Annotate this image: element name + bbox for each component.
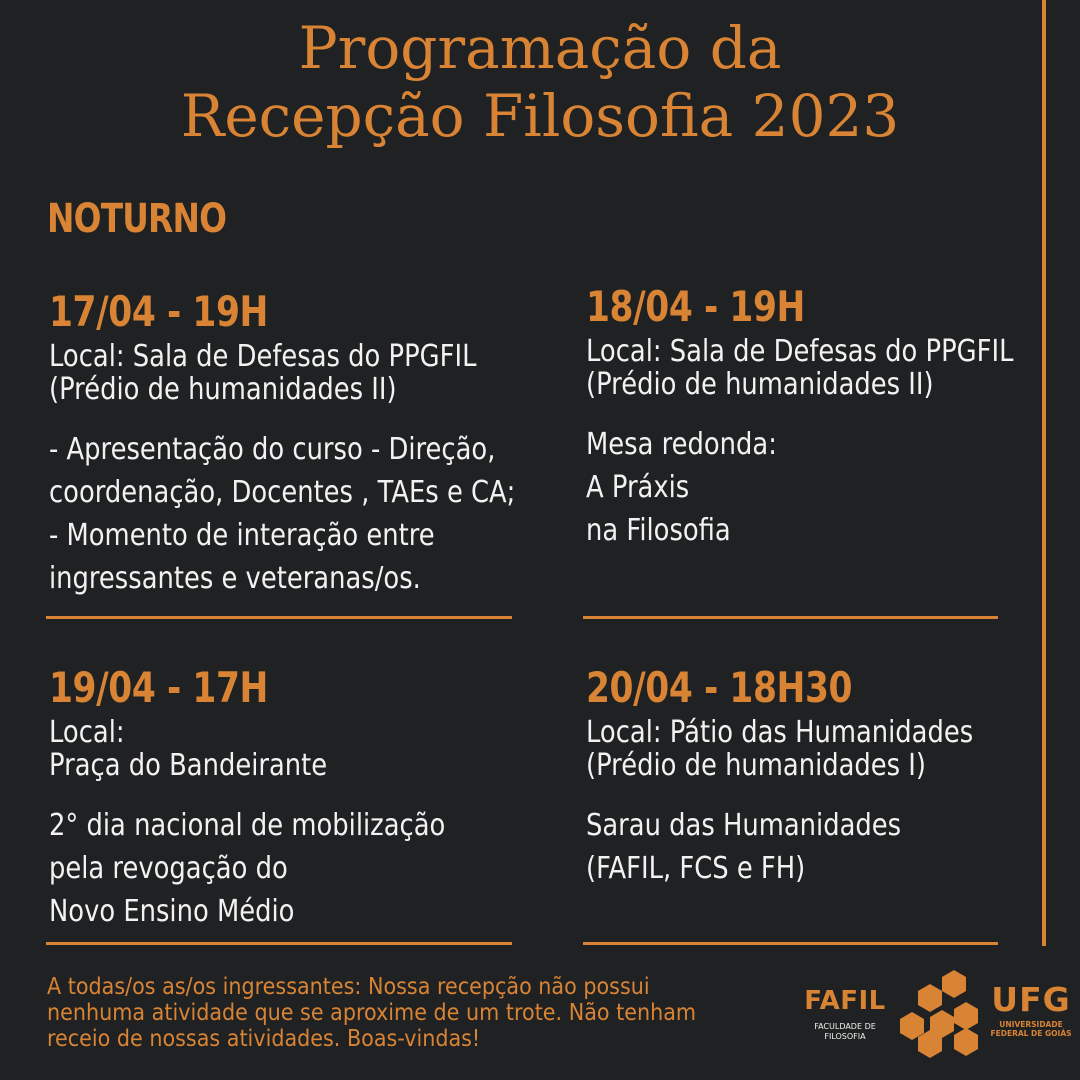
footer-line: A todas/os as/os ingressantes: Nossa recepção não possui <box>47 974 650 1000</box>
fafil-logo-subtitle <box>802 1022 888 1042</box>
ufg-sub-line: FEDERAL DE GOIÁS <box>990 1029 1072 1038</box>
event-block-2 <box>586 283 1056 552</box>
divider-line <box>583 616 998 619</box>
description-line: ingressantes e veteranas/os. <box>49 561 421 596</box>
description-line: pela revogação do <box>49 851 288 886</box>
event-date: 17/04 - 19H <box>49 287 268 336</box>
title-line-1: Programação da <box>298 14 782 82</box>
footer-line: receio de nossas atividades. Boas-vindas! <box>47 1026 481 1052</box>
fafil-sub-line: FILOSOFIA <box>824 1032 866 1041</box>
description-line: - Momento de interação entre <box>49 518 435 553</box>
fafil-sub-line: FACULDADE DE <box>814 1022 876 1031</box>
fafil-logo-name: FAFIL <box>804 986 886 1016</box>
location-line: (Prédio de humanidades II) <box>586 367 934 402</box>
event-description <box>586 804 990 890</box>
event-block-1 <box>49 288 519 600</box>
period-heading: NOTURNO <box>47 196 227 242</box>
divider-line <box>46 942 512 945</box>
description-line: 2° dia nacional de mobilização <box>49 808 446 843</box>
ufg-logo-name: UFG <box>991 980 1071 1019</box>
page-title <box>0 14 1080 150</box>
event-location <box>49 339 477 407</box>
event-date: 19/04 - 17H <box>49 663 268 712</box>
location-line: Local: Sala de Defesas do PPGFIL <box>49 339 477 374</box>
description-line: Novo Ensino Médio <box>49 894 295 929</box>
location-line: Praça do Bandeirante <box>49 748 328 783</box>
description-line: A Práxis <box>586 470 690 505</box>
event-description <box>49 428 516 600</box>
event-description <box>586 423 990 552</box>
description-line: Sarau das Humanidades <box>586 808 902 843</box>
event-location <box>586 334 1014 402</box>
event-location <box>586 716 990 782</box>
description-line: - Apresentação do curso - Direção, <box>49 432 496 467</box>
ufg-logo-subtitle <box>986 1020 1076 1038</box>
fafil-logo <box>802 986 888 1042</box>
ufg-sub-line: UNIVERSIDADE <box>999 1020 1063 1029</box>
event-date: 20/04 - 18H30 <box>586 663 853 712</box>
event-block-3 <box>49 664 519 933</box>
footer-note <box>47 974 696 1052</box>
description-line: na Filosofia <box>586 513 731 548</box>
location-line: Local: <box>49 715 125 750</box>
description-line: coordenação, Docentes , TAEs e CA; <box>49 475 516 510</box>
location-line: Local: Pátio das Humanidades <box>586 715 974 750</box>
event-location <box>49 716 453 782</box>
event-block-4 <box>586 664 1056 890</box>
event-date: 18/04 - 19H <box>586 282 805 331</box>
location-line: (Prédio de humanidades I) <box>586 748 926 783</box>
location-line: (Prédio de humanidades II) <box>49 372 397 407</box>
description-line: Mesa redonda: <box>586 427 777 462</box>
divider-line <box>46 616 512 619</box>
event-description <box>49 804 453 933</box>
divider-line <box>583 942 998 945</box>
location-line: Local: Sala de Defesas do PPGFIL <box>586 334 1014 369</box>
title-line-2: Recepção Filosofia 2023 <box>180 82 900 150</box>
footer-line: nenhuma atividade que se aproxime de um trote. Não tenham <box>47 1000 697 1026</box>
description-line: (FAFIL, FCS e FH) <box>586 851 806 886</box>
honeycomb-logo-icon <box>900 968 984 1058</box>
ufg-logo <box>986 982 1076 1038</box>
